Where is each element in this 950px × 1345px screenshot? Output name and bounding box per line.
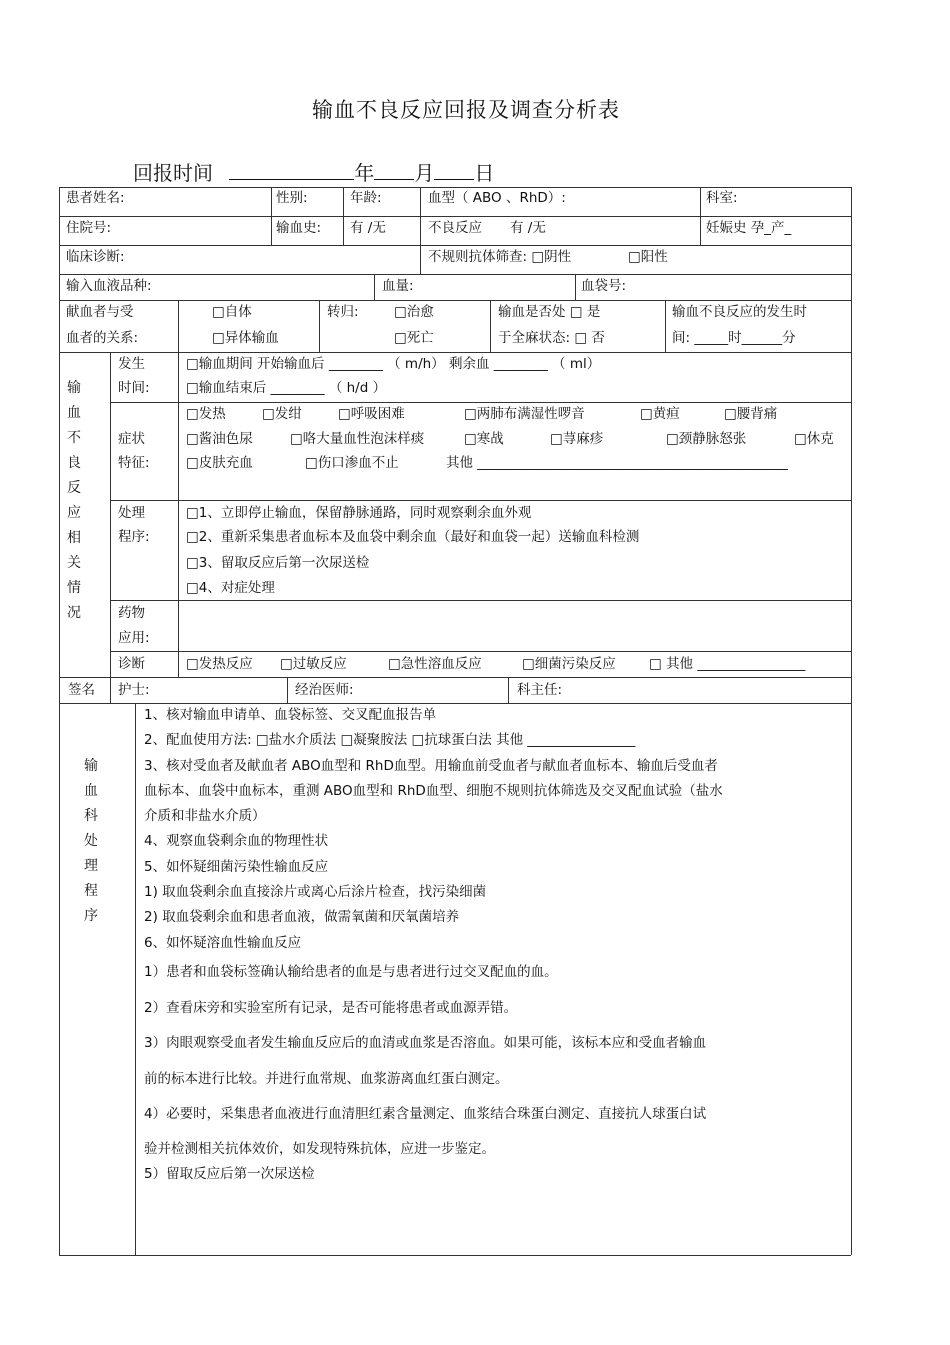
nurse-signature-field[interactable]: 护士: (118, 682, 150, 698)
occurrence-time-label-2: 时间: (118, 380, 150, 396)
dept-line: 2) 取血袋剩余血和患者血液，做需氧菌和厌氧菌培养 (144, 909, 460, 926)
month-label: 月 (414, 161, 435, 185)
dept-line: 5、如怀疑细菌污染性输血反应 (144, 858, 329, 875)
donor-relation-label-1: 献血者与受 (66, 304, 134, 320)
doctor-signature-field[interactable]: 经治医师: (295, 682, 354, 698)
dx-allergic[interactable]: □过敏反应 (280, 656, 347, 672)
hemolytic-step-4b: 验并检测相关抗体效价，如发现特殊抗体，应进一步鉴定。 (144, 1141, 495, 1157)
dept-line: 2、配血使用方法: □盐水介质法 □凝聚胺法 □抗球蛋白法 其他 ________________ (144, 732, 636, 749)
dx-febrile[interactable]: □发热反应 (186, 656, 253, 672)
day-label: 日 (474, 161, 495, 185)
dept-line: 4、观察血袋剩余血的物理性状 (144, 833, 329, 850)
day-blank[interactable] (434, 161, 474, 180)
symptom-label-1: 症状 (118, 431, 145, 447)
drug-application-field[interactable] (182, 604, 847, 648)
blood-volume-field[interactable]: 血量: (382, 278, 414, 294)
procedure-step-1[interactable]: □1、立即停止输血，保留静脉通路，同时观察剩余血外观 (186, 505, 532, 521)
hemolytic-step-3b: 前的标本进行比较。并进行血常规、血浆游离血红蛋白测定。 (144, 1071, 509, 1087)
pregnancy-history-field[interactable]: 妊娠史 孕_产_ (706, 220, 792, 236)
onset-time-field[interactable]: 间: _____时______分 (672, 330, 796, 346)
page-title: 输血不良反应回报及调查分析表 (312, 98, 620, 122)
procedure-step-4[interactable]: □4、对症处理 (186, 580, 275, 596)
outcome-label: 转归: (327, 304, 359, 320)
signature-label: 签名 (68, 682, 95, 698)
symptom-jaundice[interactable]: □黄疸 (640, 406, 680, 422)
dx-other[interactable]: □ 其他 ________________ (649, 656, 806, 672)
symptom-cyanosis[interactable]: □发绀 (262, 406, 302, 422)
reaction-diagnosis-label: 诊断 (118, 656, 145, 672)
occurrence-time-label-1: 发生 (118, 356, 145, 372)
symptom-moist-rales[interactable]: □两肺布满湿性啰音 (464, 406, 585, 422)
transfusion-history-label: 输血史: (276, 220, 322, 236)
procedure-label-1: 处理 (118, 505, 145, 521)
report-date-line (133, 157, 494, 186)
symptom-bloody-sputum[interactable]: □咯大量血性泡沫样痰 (290, 431, 425, 447)
blood-product-field[interactable]: 输入血液品种: (66, 278, 152, 294)
procedure-label-2: 程序: (118, 529, 150, 545)
adverse-reaction-label: 不良反应 (428, 220, 482, 236)
symptom-dyspnea[interactable]: □呼吸困难 (338, 406, 405, 422)
age-field[interactable]: 年龄: (350, 190, 382, 206)
dept-procedure-list (144, 703, 723, 956)
drug-label-1: 药物 (118, 605, 145, 621)
dx-acute-hemolytic[interactable]: □急性溶血反应 (388, 656, 482, 672)
year-blank[interactable] (229, 161, 354, 180)
dept-line: 血标本、血袋中血标本，重测 ABO血型和 RhD血型、细胞不规则抗体筛选及交叉配血试验（盐水 (144, 782, 723, 799)
report-date-label: 回报时间 (133, 161, 213, 185)
dead-checkbox[interactable]: □死亡 (394, 330, 434, 346)
dept-line: 3、核对受血者及献血者 ABO血型和 RhD血型。用输血前受血者与献血者血标本、输血后受血者 (144, 757, 718, 774)
symptom-dark-urine[interactable]: □酱油色尿 (186, 431, 253, 447)
hemolytic-step-5: 5）留取反应后第一次尿送检 (144, 1166, 315, 1182)
dept-line: 1) 取血袋剩余血直接涂片或离心后涂片检查，找污染细菌 (144, 884, 487, 901)
symptom-chills[interactable]: □寒战 (464, 431, 504, 447)
antibody-screen-negative[interactable]: 不规则抗体筛查: □阴性 (428, 249, 572, 265)
symptom-shock[interactable]: □休克 (794, 431, 834, 447)
hemolytic-step-2: 2）查看床旁和实验室所有记录，是否可能将患者或血源弄错。 (144, 1000, 518, 1016)
anesthesia-yes[interactable]: 输血是否处 □ 是 (498, 304, 601, 320)
dx-bacterial-contamination[interactable]: □细菌污染反应 (522, 656, 616, 672)
year-label: 年 (354, 161, 375, 185)
symptom-other-field[interactable]: 其他 ______________________________________________ (446, 455, 788, 471)
dept-line: 介质和非盐水介质） (144, 808, 266, 825)
hemolytic-step-3a: 3）肉眼观察受血者发生输血反应后的血清或血浆是否溶血。如果可能，该标本应和受血者输血 (144, 1035, 707, 1051)
adverse-reaction-value[interactable]: 有 /无 (510, 220, 546, 236)
procedure-step-2[interactable]: □2、重新采集患者血标本及血袋中剩余血（最好和血袋一起）送输血科检测 (186, 529, 640, 545)
during-transfusion-option[interactable]: □输血期间 开始输血后 ________ （ m/h） 剩余血 ________ （ ml） (186, 356, 601, 372)
donor-relation-label-2: 血者的关系: (66, 330, 139, 346)
onset-time-label: 输血不良反应的发生时 (672, 304, 807, 320)
director-signature-field[interactable]: 科主任: (517, 682, 563, 698)
gender-field[interactable]: 性别: (276, 190, 308, 206)
dept-line: 1、核对输血申请单、血袋标签、交叉配血报告单 (144, 707, 437, 723)
allogeneic-checkbox[interactable]: □异体输血 (212, 330, 279, 346)
hemolytic-step-4a: 4）必要时，采集患者血液进行血清胆红素含量测定、血浆结合珠蛋白测定、直接抗人球蛋白试 (144, 1106, 707, 1122)
symptom-fever[interactable]: □发热 (186, 406, 226, 422)
patient-name-field[interactable]: 患者姓名: (66, 190, 125, 206)
anesthesia-no[interactable]: 于全麻状态: □ 否 (498, 330, 605, 346)
symptom-wound-bleeding[interactable]: □伤口渗血不止 (305, 455, 399, 471)
symptom-urticaria[interactable]: □荨麻疹 (550, 431, 604, 447)
cured-checkbox[interactable]: □治愈 (394, 304, 434, 320)
clinical-diagnosis-field[interactable]: 临床诊断: (66, 249, 125, 265)
symptom-skin-flushing[interactable]: □皮肤充血 (186, 455, 253, 471)
symptom-label-2: 特征: (118, 455, 150, 471)
transfusion-history-value[interactable]: 有 /无 (350, 220, 386, 236)
drug-label-2: 应用: (118, 630, 150, 646)
dept-line: 6、如怀疑溶血性输血反应 (144, 934, 302, 951)
antibody-screen-positive[interactable]: □阳性 (628, 249, 668, 265)
blood-bag-number-field[interactable]: 血袋号: (581, 278, 627, 294)
hemolytic-step-1: 1）患者和血袋标签确认输给患者的血是与患者进行过交叉配血的血。 (144, 964, 558, 980)
month-blank[interactable] (374, 161, 414, 180)
autologous-checkbox[interactable]: □自体 (212, 304, 252, 320)
symptom-jugular-distension[interactable]: □颈静脉怒张 (666, 431, 747, 447)
dept-section-label: 输 血 科 处 理 程 序 (84, 758, 98, 924)
after-transfusion-option[interactable]: □输血结束后 ________ （ h/d ） (186, 380, 387, 396)
department-field[interactable]: 科室: (706, 190, 738, 206)
reaction-section-label: 输 血 不 良 反 应 相 关 情 况 (67, 380, 81, 621)
admission-number-field[interactable]: 住院号: (66, 220, 112, 236)
procedure-step-3[interactable]: □3、留取反应后第一次尿送检 (186, 555, 370, 571)
symptom-back-pain[interactable]: □腰背痛 (724, 406, 778, 422)
blood-type-field[interactable]: 血型（ ABO 、RhD）: (428, 190, 566, 206)
